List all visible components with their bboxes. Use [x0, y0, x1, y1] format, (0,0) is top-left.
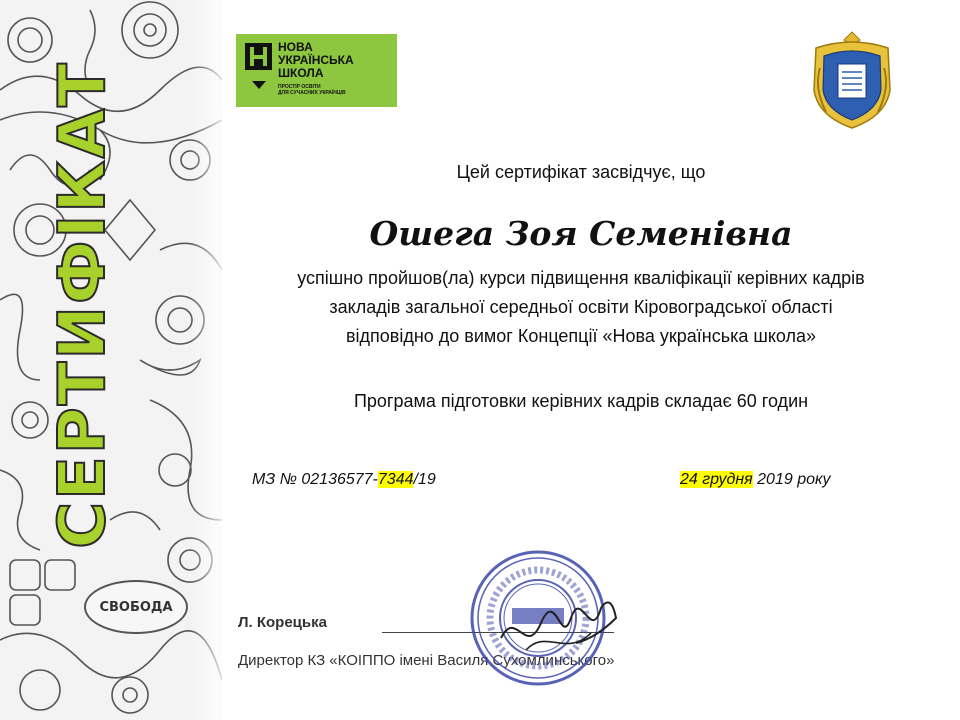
handwritten-signature — [496, 588, 626, 668]
certificate-intro: Цей сертифікат засвідчує, що — [456, 162, 706, 182]
program-hours: Програма підготовки керівних кадрів складає 60 годин — [353, 391, 809, 411]
logo-name: НОВА УКРАЇНСЬКА ШКОЛА — [278, 40, 354, 80]
nus-arrow-icon — [252, 81, 266, 89]
speech-bubble — [84, 580, 188, 634]
description-line: відповідно до вимог Концепції «Нова українська школа» — [345, 326, 817, 346]
certificate-date: 24 грудня 2019 року — [680, 471, 831, 488]
nova-ukrainska-shkola-logo — [236, 34, 397, 107]
course-description — [236, 264, 926, 351]
decorative-side-panel: СЕРТИФІКАТ СВОБОДА — [0, 0, 222, 720]
recipient-name: Ошега Зоя Семенівна — [369, 214, 793, 253]
number-highlight: 7344 — [377, 471, 414, 488]
date-highlight: 24 грудня — [680, 471, 753, 488]
signer-name: Л. Корецька — [238, 614, 327, 631]
logo-tagline: ПРОСТІР ОСВІТИ ДЛЯ СУЧАСНИХ УКРАЇНЦІВ — [278, 84, 346, 96]
certificate-number: МЗ № 02136577-7344/19 — [252, 471, 436, 488]
description-line: успішно пройшов(ла) курси підвищення кваліфікації керівних кадрів — [297, 268, 865, 288]
institution-crest-icon — [806, 28, 898, 132]
speech-bubble-text: СВОБОДА — [99, 599, 173, 615]
description-line: закладів загальної середньої освіти Кіровоградської області — [329, 297, 833, 317]
signer-title: Директор КЗ «КОІППО імені Василя Сухомлинського» — [238, 652, 615, 669]
nus-letter-mark-icon — [245, 43, 272, 70]
